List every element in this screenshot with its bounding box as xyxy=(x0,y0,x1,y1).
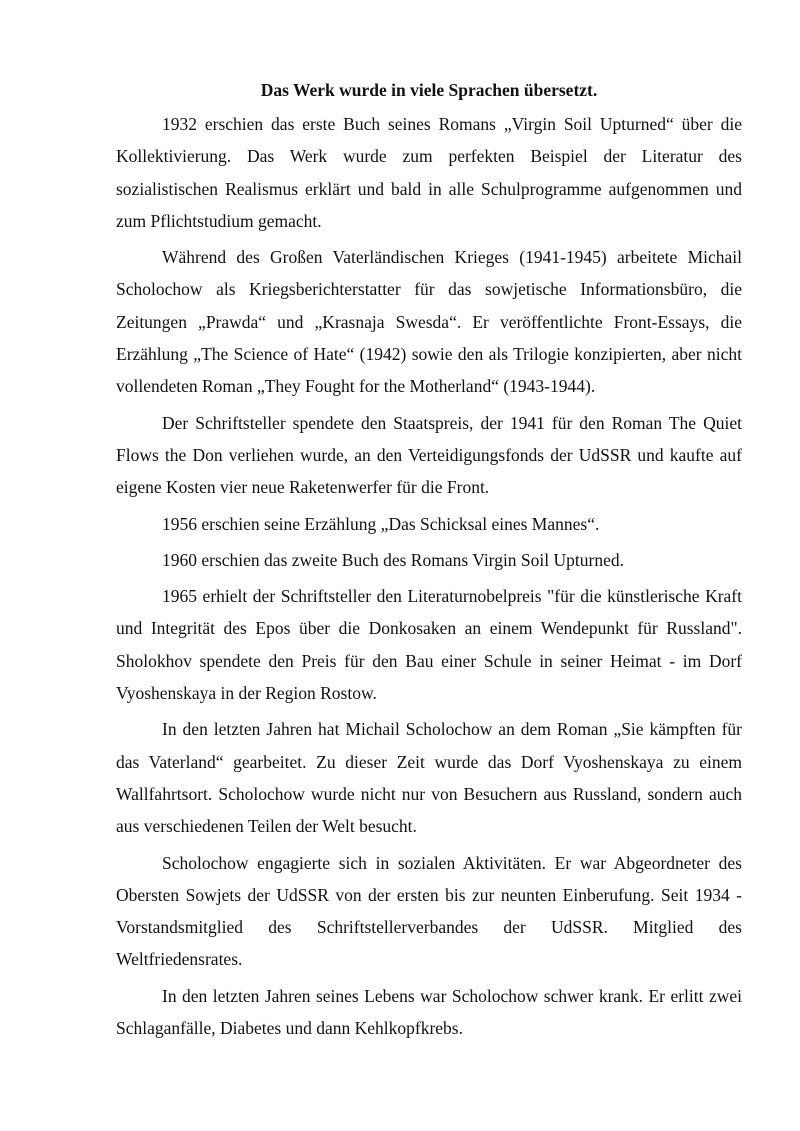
paragraph-nobel-prize: 1965 erhielt der Schriftsteller den Literaturnobelpreis "für die künstlerische Kraft und Integrität des Epos über die Donkosaken an einem Wendepunkt für Russland". Sholokhov spendete den Preis für den Bau einer Schule in seiner Heimat - im Dorf Vyoshenskaya in der Region Rostow. xyxy=(116,586,742,704)
paragraph-last-years-work: In den letzten Jahren hat Michail Scholochow an dem Roman „Sie kämpften für das Vaterland“ gearbeitet. Zu dieser Zeit wurde das Dorf Vyoshenskaya zu einem Wallfahrtsort. Scholochow wurde nicht nur von Besuchern aus Russland, sondern auch aus verschiedenen Teilen der Welt besucht. xyxy=(116,719,742,837)
paragraph-war-correspondent: Während des Großen Vaterländischen Krieges (1941-1945) arbeitete Michail Scholochow als Kriegsberichterstatter für das sowjetische Informationsbüro, die Zeitungen „Prawda“ und „Krasnaja Swesda“. Er veröffentlichte Front-Essays, die Erzählung „The Science of Hate“ (1942) sowie den als Trilogie konzipierten, aber nicht vollendeten Roman „They Fought for the Motherland“ (1943-1944). xyxy=(116,247,742,397)
section-heading: Das Werk wurde in viele Sprachen übersetzt. xyxy=(260,80,598,100)
paragraph-1956: 1956 erschien seine Erzählung „Das Schicksal eines Mannes“. xyxy=(162,513,600,534)
paragraph-state-prize-donation: Der Schriftsteller spendete den Staatspreis, der 1941 für den Roman The Quiet Flows the Don verliehen wurde, an den Verteidigungsfonds der UdSSR und kaufte auf eigene Kosten vier neue Raketenwerfer für die Front. xyxy=(116,412,742,498)
document-page xyxy=(116,74,742,1048)
paragraph-1960: 1960 erschien das zweite Buch des Romans Virgin Soil Upturned. xyxy=(162,549,624,570)
paragraph-social-activities: Scholochow engagierte sich in sozialen Aktivitäten. Er war Abgeordneter des Obersten Sowjets der UdSSR von der ersten bis zur neunten Einberufung. Seit 1934 - Vorstandsmitglied des Schriftstellerverbandes der UdSSR. Mitglied des Weltfriedensrates. xyxy=(116,852,742,970)
paragraph-1932-first-book: 1932 erschien das erste Buch seines Romans „Virgin Soil Upturned“ über die Kollektivierung. Das Werk wurde zum perfekten Beispiel der Literatur des sozialistischen Realismus erklärt und bald in alle Schulprogramme aufgenommen und zum Pflichtstudium gemacht. xyxy=(116,114,742,231)
paragraph-illness: In den letzten Jahren seines Lebens war Scholochow schwer krank. Er erlitt zwei Schlaganfälle, Diabetes und dann Kehlkopfkrebs. xyxy=(116,985,742,1039)
